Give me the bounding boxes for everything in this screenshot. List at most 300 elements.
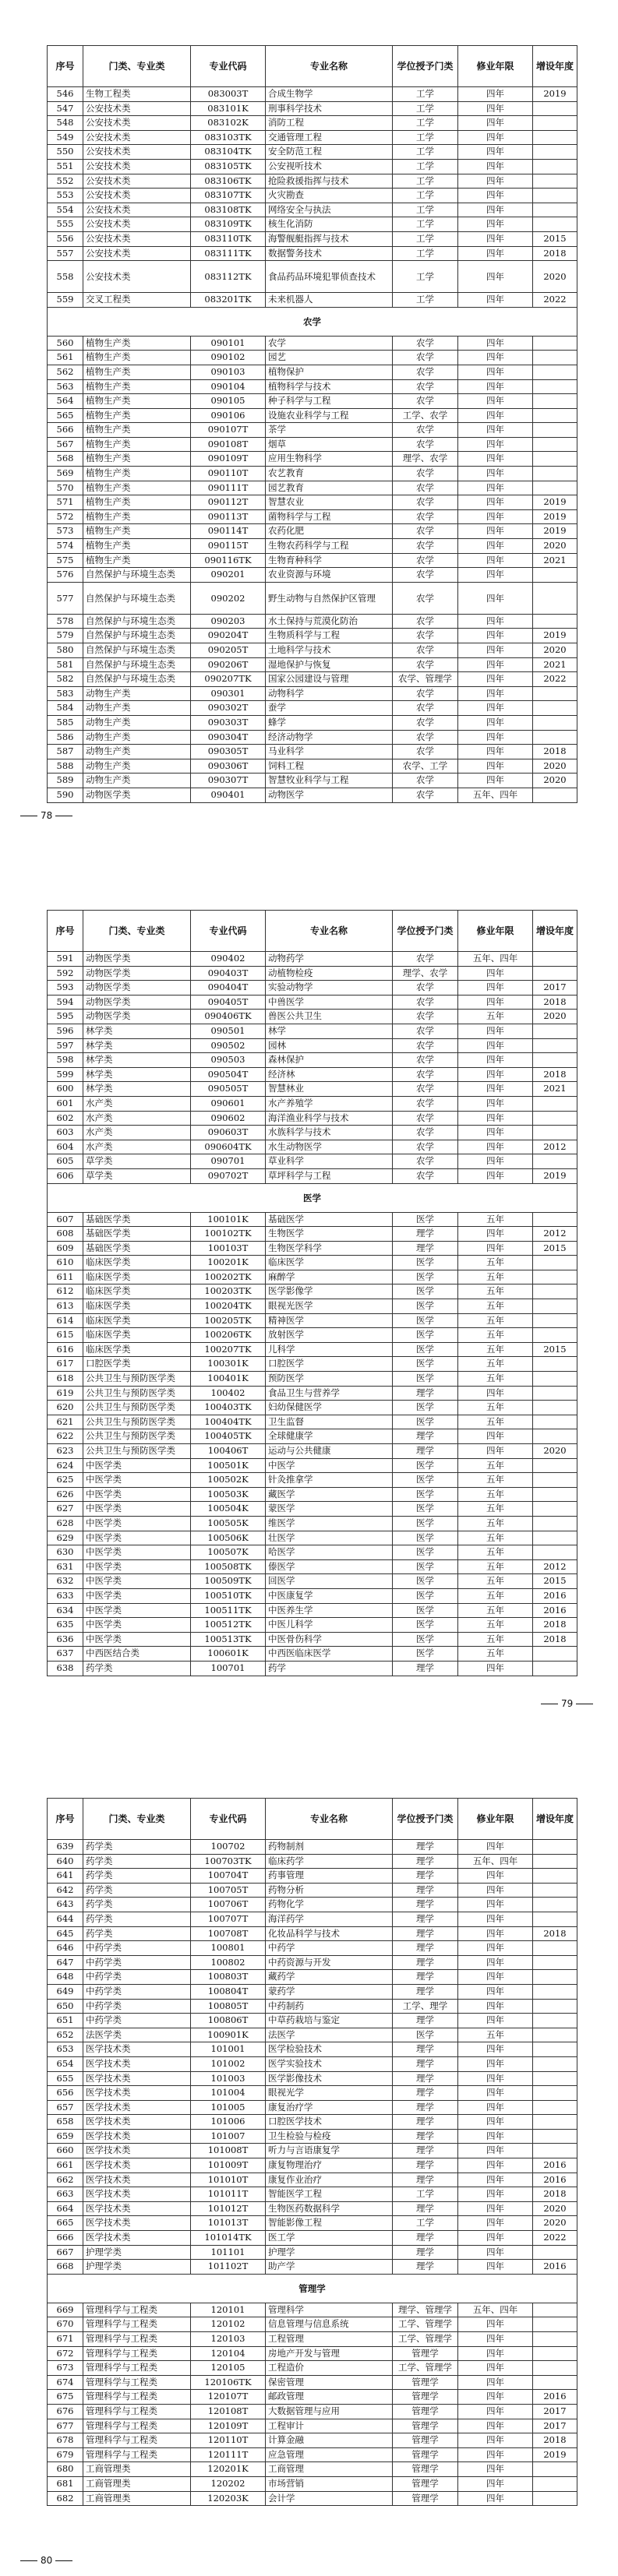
year-cell: [533, 2317, 577, 2332]
code-cell: 083101K: [191, 101, 266, 116]
table-row: [48, 995, 577, 1010]
duration-cell: 四年: [458, 2390, 533, 2405]
year-cell: [533, 1531, 577, 1545]
major-name-cell: 核生化消防: [266, 217, 393, 232]
category-cell: 管理科学与工程类: [83, 2317, 191, 2332]
seq-cell: 662: [48, 2173, 83, 2187]
duration-cell: 四年: [458, 2375, 533, 2390]
seq-cell: 563: [48, 379, 83, 394]
column-header: 门类、专业类: [83, 46, 191, 87]
table-row: [48, 1415, 577, 1429]
table-row: [48, 657, 577, 672]
table-row: [48, 629, 577, 643]
degree-cell: 管理学: [393, 2433, 458, 2448]
seq-cell: 560: [48, 336, 83, 351]
table-header-row: [48, 46, 577, 87]
major-name-cell: 园艺: [266, 351, 393, 365]
code-cell: 100805T: [191, 1999, 266, 2014]
duration-cell: 四年: [458, 553, 533, 568]
degree-cell: 工学、管理学: [393, 2317, 458, 2332]
seq-cell: 643: [48, 1898, 83, 1912]
table-row: [48, 145, 577, 160]
year-cell: [533, 189, 577, 203]
year-cell: 2022: [533, 672, 577, 687]
degree-cell: 管理学: [393, 2346, 458, 2361]
seq-cell: 648: [48, 1970, 83, 1985]
code-cell: 101101: [191, 2245, 266, 2260]
table-row: [48, 1256, 577, 1270]
table-row: [48, 2173, 577, 2187]
code-cell: 090112T: [191, 495, 266, 510]
seq-cell: 630: [48, 1545, 83, 1560]
year-cell: [533, 1096, 577, 1111]
major-name-cell: 儿科学: [266, 1342, 393, 1357]
year-cell: 2012: [533, 1559, 577, 1574]
category-cell: 管理科学与工程类: [83, 2346, 191, 2361]
category-cell: 管理科学与工程类: [83, 2404, 191, 2419]
seq-cell: 616: [48, 1342, 83, 1357]
code-cell: 101005: [191, 2100, 266, 2115]
year-cell: [533, 1955, 577, 1970]
category-cell: 管理科学与工程类: [83, 2447, 191, 2462]
code-cell: 090113T: [191, 509, 266, 524]
degree-cell: 工学: [393, 174, 458, 189]
year-cell: [533, 2144, 577, 2158]
degree-cell: 理学: [393, 1869, 458, 1884]
major-name-cell: 刑事科学技术: [266, 101, 393, 116]
column-header: 专业名称: [266, 1799, 393, 1840]
code-cell: 100501K: [191, 1458, 266, 1473]
year-cell: [533, 568, 577, 583]
year-cell: 2020: [533, 643, 577, 658]
category-cell: 动物生产类: [83, 686, 191, 701]
category-cell: 临床医学类: [83, 1256, 191, 1270]
table-row: [48, 2086, 577, 2101]
table-row: [48, 231, 577, 246]
code-cell: 090505T: [191, 1082, 266, 1097]
seq-cell: 556: [48, 231, 83, 246]
duration-cell: 四年: [458, 174, 533, 189]
table-row: [48, 1241, 577, 1256]
major-name-cell: 蒙医学: [266, 1502, 393, 1517]
code-cell: 083105TK: [191, 159, 266, 174]
duration-cell: 四年: [458, 509, 533, 524]
table-row: [48, 2375, 577, 2390]
duration-cell: 四年: [458, 2419, 533, 2433]
code-cell: 101014TK: [191, 2231, 266, 2246]
category-cell: 动物生产类: [83, 730, 191, 745]
duration-cell: 四年: [458, 2014, 533, 2028]
category-cell: 公安技术类: [83, 246, 191, 261]
seq-cell: 656: [48, 2086, 83, 2101]
year-cell: 2019: [533, 87, 577, 102]
category-cell: 公共卫生与预防医学类: [83, 1372, 191, 1387]
duration-cell: 五年: [458, 2028, 533, 2042]
table-row: [48, 1516, 577, 1531]
major-name-cell: 中医养生学: [266, 1603, 393, 1618]
duration-cell: 四年: [458, 351, 533, 365]
year-cell: [533, 1212, 577, 1227]
duration-cell: 四年: [458, 189, 533, 203]
seq-cell: 550: [48, 145, 83, 160]
table-row: [48, 2332, 577, 2347]
category-cell: 动物医学类: [83, 981, 191, 996]
category-cell: 口腔医学类: [83, 1357, 191, 1372]
seq-cell: 670: [48, 2317, 83, 2332]
table-row: [48, 293, 577, 308]
duration-cell: 四年: [458, 423, 533, 438]
table-row: [48, 1647, 577, 1662]
code-cell: 120203K: [191, 2491, 266, 2506]
duration-cell: 五年: [458, 1632, 533, 1647]
major-name-cell: 保密管理: [266, 2375, 393, 2390]
year-cell: [533, 2375, 577, 2390]
duration-cell: 四年: [458, 2260, 533, 2275]
seq-cell: 572: [48, 509, 83, 524]
category-cell: 公共卫生与预防医学类: [83, 1415, 191, 1429]
degree-cell: 农学: [393, 995, 458, 1010]
table-row: [48, 686, 577, 701]
major-name-cell: 火灾勘查: [266, 189, 393, 203]
category-cell: 管理科学与工程类: [83, 2375, 191, 2390]
degree-cell: 农学: [393, 553, 458, 568]
category-cell: 自然保护与环境生态类: [83, 614, 191, 629]
degree-cell: 工学、管理学: [393, 2332, 458, 2347]
seq-cell: 547: [48, 101, 83, 116]
duration-cell: 四年: [458, 1067, 533, 1082]
seq-cell: 627: [48, 1502, 83, 1517]
degree-cell: 医学: [393, 1270, 458, 1284]
year-cell: 2017: [533, 2404, 577, 2419]
table-row: [48, 614, 577, 629]
seq-cell: 661: [48, 2158, 83, 2173]
major-name-cell: 农业资源与环境: [266, 568, 393, 583]
category-cell: 工商管理类: [83, 2462, 191, 2477]
degree-cell: 医学: [393, 1401, 458, 1415]
code-cell: 090406TK: [191, 1010, 266, 1024]
column-header: 增设年度: [533, 911, 577, 952]
table-row: [48, 2303, 577, 2317]
seq-cell: 635: [48, 1618, 83, 1633]
duration-cell: 四年: [458, 130, 533, 145]
major-name-cell: 实验动物学: [266, 981, 393, 996]
duration-cell: 四年: [458, 524, 533, 539]
code-cell: 120104: [191, 2346, 266, 2361]
year-cell: 2019: [533, 495, 577, 510]
code-cell: 120102: [191, 2317, 266, 2332]
category-cell: 林学类: [83, 1082, 191, 1097]
code-cell: 100205TK: [191, 1313, 266, 1328]
code-cell: 083112TK: [191, 261, 266, 293]
code-cell: 100511TK: [191, 1603, 266, 1618]
degree-cell: 理学: [393, 2158, 458, 2173]
category-cell: 动物医学类: [83, 995, 191, 1010]
degree-cell: 农学: [393, 1111, 458, 1126]
degree-cell: 农学: [393, 1067, 458, 1082]
year-cell: 2020: [533, 1010, 577, 1024]
column-header: 专业代码: [191, 911, 266, 952]
column-header: 专业名称: [266, 911, 393, 952]
degree-cell: 农学: [393, 629, 458, 643]
duration-cell: 四年: [458, 261, 533, 293]
table-row: [48, 730, 577, 745]
degree-cell: 医学: [393, 1588, 458, 1603]
seq-cell: 609: [48, 1241, 83, 1256]
major-name-cell: 精神医学: [266, 1313, 393, 1328]
table-row: [48, 379, 577, 394]
table-row: [48, 1096, 577, 1111]
degree-cell: 工学: [393, 130, 458, 145]
table-row: [48, 1898, 577, 1912]
page-number-text: 78: [41, 810, 53, 821]
category-cell: 植物生产类: [83, 365, 191, 379]
section-heading-row: [48, 307, 577, 336]
category-cell: 动物生产类: [83, 701, 191, 716]
code-cell: 100202TK: [191, 1270, 266, 1284]
seq-cell: 634: [48, 1603, 83, 1618]
code-cell: 090102: [191, 351, 266, 365]
duration-cell: 四年: [458, 1038, 533, 1053]
category-cell: 基础医学类: [83, 1227, 191, 1242]
category-cell: 管理科学与工程类: [83, 2390, 191, 2405]
code-cell: 090104: [191, 379, 266, 394]
year-cell: [533, 1516, 577, 1531]
code-cell: 100701: [191, 1661, 266, 1676]
degree-cell: 医学: [393, 1545, 458, 1560]
major-name-cell: 中药制药: [266, 1999, 393, 2014]
degree-cell: 农学: [393, 1024, 458, 1038]
table-row: [48, 509, 577, 524]
seq-cell: 641: [48, 1869, 83, 1884]
year-cell: 2016: [533, 1603, 577, 1618]
degree-cell: 医学: [393, 1574, 458, 1589]
duration-cell: 四年: [458, 2042, 533, 2057]
major-name-cell: 医学影像学: [266, 1284, 393, 1299]
table-row: [48, 2144, 577, 2158]
major-name-cell: 中草药栽培与鉴定: [266, 2014, 393, 2028]
duration-cell: 四年: [458, 995, 533, 1010]
year-cell: [533, 2491, 577, 2506]
year-cell: [533, 952, 577, 967]
duration-cell: 四年: [458, 1241, 533, 1256]
major-name-cell: 安全防范工程: [266, 145, 393, 160]
category-cell: 基础医学类: [83, 1212, 191, 1227]
seq-cell: 564: [48, 394, 83, 409]
major-name-cell: 计算金融: [266, 2433, 393, 2448]
column-header: 门类、专业类: [83, 911, 191, 952]
table-row: [48, 1372, 577, 1387]
seq-cell: 594: [48, 995, 83, 1010]
degree-cell: 医学: [393, 1487, 458, 1502]
degree-cell: 理学: [393, 1854, 458, 1869]
seq-cell: 672: [48, 2346, 83, 2361]
table-row: [48, 788, 577, 802]
category-cell: 中西医结合类: [83, 1647, 191, 1662]
duration-cell: 五年: [458, 1618, 533, 1633]
degree-cell: 工学: [393, 189, 458, 203]
degree-cell: 农学: [393, 1140, 458, 1154]
year-cell: [533, 159, 577, 174]
year-cell: [533, 582, 577, 614]
column-header: 专业名称: [266, 46, 393, 87]
table-row: [48, 1126, 577, 1140]
code-cell: 101009T: [191, 2158, 266, 2173]
category-cell: 中药学类: [83, 1999, 191, 2014]
code-cell: 090402: [191, 952, 266, 967]
duration-cell: 四年: [458, 715, 533, 730]
table-row: [48, 2028, 577, 2042]
seq-cell: 589: [48, 774, 83, 788]
table-row: [48, 1386, 577, 1401]
code-cell: 100405TK: [191, 1429, 266, 1444]
degree-cell: 医学: [393, 1531, 458, 1545]
duration-cell: 四年: [458, 701, 533, 716]
category-cell: 动物生产类: [83, 715, 191, 730]
code-cell: 090701: [191, 1154, 266, 1169]
major-name-cell: 烟草: [266, 437, 393, 452]
seq-cell: 621: [48, 1415, 83, 1429]
year-cell: [533, 1545, 577, 1560]
table-row: [48, 1883, 577, 1898]
duration-cell: 四年: [458, 1869, 533, 1884]
major-name-cell: 智能影像工程: [266, 2216, 393, 2231]
duration-cell: 四年: [458, 774, 533, 788]
degree-cell: 医学: [393, 1212, 458, 1227]
major-name-cell: 中医骨伤科学: [266, 1632, 393, 1647]
table-header-row: [48, 911, 577, 952]
year-cell: [533, 1328, 577, 1343]
major-name-cell: 应用生物科学: [266, 452, 393, 467]
year-cell: [533, 2303, 577, 2317]
year-cell: 2022: [533, 293, 577, 308]
degree-cell: 医学: [393, 1618, 458, 1633]
seq-cell: 570: [48, 481, 83, 495]
duration-cell: 四年: [458, 1154, 533, 1169]
code-cell: 090204T: [191, 629, 266, 643]
code-cell: 090114T: [191, 524, 266, 539]
degree-cell: 理学: [393, 1912, 458, 1926]
catalog-page-80: [0, 1753, 618, 2576]
code-cell: 083103TK: [191, 130, 266, 145]
code-cell: 100601K: [191, 1647, 266, 1662]
table-row: [48, 1444, 577, 1459]
seq-cell: 671: [48, 2332, 83, 2347]
seq-cell: 558: [48, 261, 83, 293]
degree-cell: 理学: [393, 1898, 458, 1912]
category-cell: 水产类: [83, 1140, 191, 1154]
degree-cell: 农学: [393, 336, 458, 351]
major-name-cell: 动物医学: [266, 788, 393, 802]
seq-cell: 571: [48, 495, 83, 510]
major-name-cell: 马业科学: [266, 745, 393, 759]
category-cell: 植物生产类: [83, 408, 191, 423]
major-name-cell: 设施农业科学与工程: [266, 408, 393, 423]
seq-cell: 561: [48, 351, 83, 365]
degree-cell: 理学: [393, 1970, 458, 1985]
table-row: [48, 351, 577, 365]
degree-cell: 理学: [393, 2056, 458, 2071]
table-row: [48, 2201, 577, 2216]
major-name-cell: 农药化肥: [266, 524, 393, 539]
category-cell: 医学技术类: [83, 2056, 191, 2071]
duration-cell: 四年: [458, 365, 533, 379]
year-cell: [533, 1647, 577, 1662]
seq-cell: 637: [48, 1647, 83, 1662]
degree-cell: 工学: [393, 293, 458, 308]
seq-cell: 677: [48, 2419, 83, 2433]
code-cell: 100703TK: [191, 1854, 266, 1869]
year-cell: 2016: [533, 2158, 577, 2173]
duration-cell: 四年: [458, 629, 533, 643]
table-row: [48, 553, 577, 568]
major-name-cell: 农艺教育: [266, 467, 393, 481]
major-name-cell: 生物医学: [266, 1227, 393, 1242]
major-name-cell: 水产养殖学: [266, 1096, 393, 1111]
year-cell: 2016: [533, 1588, 577, 1603]
seq-cell: 653: [48, 2042, 83, 2057]
year-cell: 2017: [533, 2419, 577, 2433]
seq-cell: 624: [48, 1458, 83, 1473]
degree-cell: 医学: [393, 1372, 458, 1387]
major-name-cell: 眼视光医学: [266, 1299, 393, 1314]
year-cell: [533, 1313, 577, 1328]
category-cell: 公安技术类: [83, 101, 191, 116]
category-cell: 植物生产类: [83, 394, 191, 409]
code-cell: 101012T: [191, 2201, 266, 2216]
table-row: [48, 2447, 577, 2462]
category-cell: 动物医学类: [83, 966, 191, 981]
major-name-cell: 工商管理: [266, 2462, 393, 2477]
year-cell: [533, 966, 577, 981]
category-cell: 管理科学与工程类: [83, 2303, 191, 2317]
table-row: [48, 217, 577, 232]
column-header: 学位授予门类: [393, 46, 458, 87]
code-cell: 100704T: [191, 1869, 266, 1884]
major-name-cell: 维医学: [266, 1516, 393, 1531]
year-cell: [533, 1999, 577, 2014]
category-cell: 植物生产类: [83, 336, 191, 351]
table-row: [48, 981, 577, 996]
major-name-cell: 经济动物学: [266, 730, 393, 745]
code-cell: 101001: [191, 2042, 266, 2057]
code-cell: 101003: [191, 2071, 266, 2086]
code-cell: 100201K: [191, 1256, 266, 1270]
major-name-cell: 智能医学工程: [266, 2187, 393, 2202]
duration-cell: 四年: [458, 1386, 533, 1401]
major-name-cell: 医学检验技术: [266, 2042, 393, 2057]
seq-cell: 605: [48, 1154, 83, 1169]
degree-cell: 管理学: [393, 2375, 458, 2390]
seq-cell: 600: [48, 1082, 83, 1097]
major-name-cell: 兽医公共卫生: [266, 1010, 393, 1024]
major-name-cell: 蒙药学: [266, 1984, 393, 1999]
year-cell: [533, 481, 577, 495]
duration-cell: 四年: [458, 1898, 533, 1912]
table-row: [48, 1502, 577, 1517]
seq-cell: 639: [48, 1840, 83, 1855]
major-name-cell: 医学实验技术: [266, 2056, 393, 2071]
degree-cell: 农学: [393, 1126, 458, 1140]
table-row: [48, 1154, 577, 1169]
code-cell: 100504K: [191, 1502, 266, 1517]
category-cell: 医学技术类: [83, 2144, 191, 2158]
category-cell: 中药学类: [83, 1970, 191, 1985]
code-cell: 100705T: [191, 1883, 266, 1898]
seq-cell: 612: [48, 1284, 83, 1299]
year-cell: [533, 2056, 577, 2071]
degree-cell: 理学、农学: [393, 452, 458, 467]
degree-cell: 工学: [393, 261, 458, 293]
